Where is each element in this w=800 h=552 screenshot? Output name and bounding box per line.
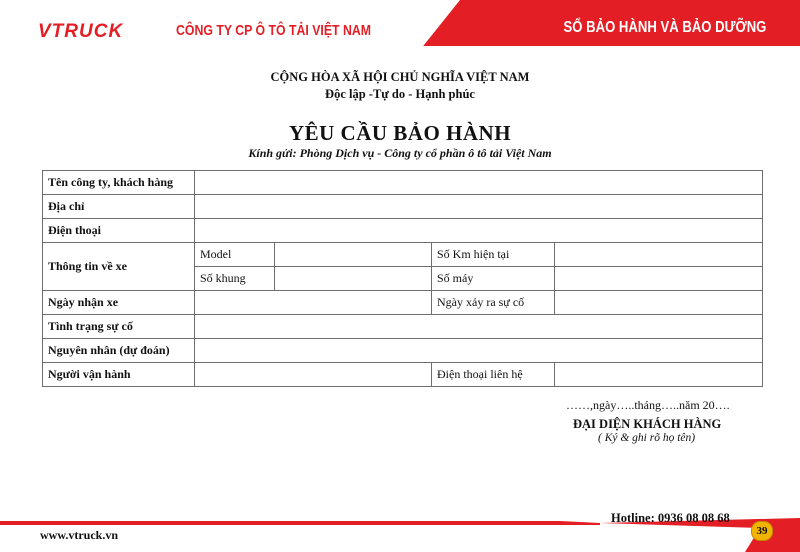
form-row xyxy=(43,315,763,339)
page-number-badge: 39 xyxy=(751,521,773,541)
engine-label: Số máy xyxy=(432,267,555,291)
recipient-line: Kính gửi: Phòng Dịch vụ - Công ty cổ phần ô tô tải Việt Nam xyxy=(248,146,552,160)
chassis-label: Số khung xyxy=(195,267,275,291)
phone-field[interactable] xyxy=(195,219,763,243)
status-field[interactable] xyxy=(195,315,763,339)
nation-heading: CỘNG HÒA XÃ HỘI CHỦ NGHĨA VIỆT NAM xyxy=(270,70,530,84)
signature-note: ( Ký & ghi rõ họ tên) xyxy=(598,432,696,444)
contact-phone-label: Điện thoại liên hệ xyxy=(432,363,555,387)
receive-date-field[interactable] xyxy=(195,291,432,315)
address-label: Địa chỉ xyxy=(43,195,195,219)
operator-label: Người vận hành xyxy=(43,363,195,387)
website: www.vtruck.vn xyxy=(40,528,119,542)
km-label: Số Km hiện tại xyxy=(432,243,555,267)
representative-title: ĐẠI DIỆN KHÁCH HÀNG xyxy=(573,417,722,431)
form-row xyxy=(43,195,763,219)
vtruck-logo: VTRUCK xyxy=(38,21,124,42)
national-motto: Độc lập -Tự do - Hạnh phúc xyxy=(325,87,475,101)
form-row xyxy=(43,339,763,363)
model-field[interactable] xyxy=(275,243,432,267)
company-label: Tên công ty, khách hàng xyxy=(43,171,195,195)
hotline: Hotline: 0936 08 08 68 xyxy=(611,511,730,525)
vehicle-info-label: Thông tin về xe xyxy=(43,243,195,291)
address-field[interactable] xyxy=(195,195,763,219)
top-banner xyxy=(0,0,800,46)
booklet-title: SỔ BẢO HÀNH VÀ BẢO DƯỠNG xyxy=(563,19,766,36)
form-row xyxy=(43,363,763,387)
incident-date-field[interactable] xyxy=(555,291,763,315)
phone-label: Điện thoại xyxy=(43,219,195,243)
form-title: YÊU CẦU BẢO HÀNH xyxy=(288,121,512,145)
incident-date-label: Ngày xảy ra sự cố xyxy=(432,291,555,315)
company-name: CÔNG TY CP Ô TÔ TẢI VIỆT NAM xyxy=(176,22,371,39)
form-row xyxy=(43,291,763,315)
cause-label: Nguyên nhân (dự đoán) xyxy=(43,339,195,363)
date-line: ……,ngày…..tháng…..năm 20…. xyxy=(566,398,730,412)
contact-phone-field[interactable] xyxy=(555,363,763,387)
km-field[interactable] xyxy=(555,243,763,267)
status-label: Tình trạng sự cố xyxy=(43,315,195,339)
company-field[interactable] xyxy=(195,171,763,195)
warranty-request-form xyxy=(42,170,763,387)
chassis-field[interactable] xyxy=(275,267,432,291)
cause-field[interactable] xyxy=(195,339,763,363)
receive-date-label: Ngày nhận xe xyxy=(43,291,195,315)
form-row xyxy=(43,219,763,243)
operator-field[interactable] xyxy=(195,363,432,387)
form-row xyxy=(43,171,763,195)
form-row xyxy=(43,243,763,267)
engine-field[interactable] xyxy=(555,267,763,291)
model-label: Model xyxy=(195,243,275,267)
